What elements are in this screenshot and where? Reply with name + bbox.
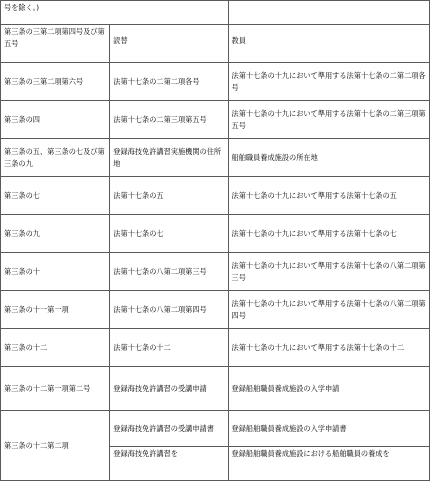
article-cell: 第三条の十一第一項 xyxy=(1,291,110,329)
article-cell: 第三条の十 xyxy=(1,253,110,291)
article-cell: 第三条の十二 xyxy=(1,329,110,367)
table-row xyxy=(1,1,430,25)
replacement-cell: 法第十七条の十九において準用する法第十七条の七 xyxy=(228,215,429,253)
replacement-cell: 法第十七条の十九において準用する法第十七条の八第二項第四号 xyxy=(228,291,429,329)
term-cell: 法第十七条の八第二項第四号 xyxy=(110,291,228,329)
term-cell: 法第十七条の二第三項第五号 xyxy=(110,101,228,139)
article-cell: 第三条の十二第二項 xyxy=(1,411,110,481)
table-row xyxy=(1,411,430,447)
replacement-cell: 教員 xyxy=(228,25,429,63)
term-cell: 法第十七条の五 xyxy=(110,177,228,215)
term-cell: 法第十七条の二第二項各号 xyxy=(110,63,228,101)
table-row xyxy=(1,329,430,367)
table-row xyxy=(1,63,430,101)
replacement-cell: 法第十七条の十九において準用する法第十七条の二第二項各号 xyxy=(228,63,429,101)
replacement-cell: 法第十七条の十九において準用する法第十七条の八第二項第三号 xyxy=(228,253,429,291)
table-row xyxy=(1,215,430,253)
article-cell: 第三条の九 xyxy=(1,215,110,253)
table-row xyxy=(1,101,430,139)
term-cell: 法第十七条の七 xyxy=(110,215,228,253)
replacement-cell: 登録船舶職員養成施設の入学申請書 xyxy=(228,411,429,447)
article-cell: 第三条の七 xyxy=(1,177,110,215)
replacement-cell: 法第十七条の十九において準用する法第十七条の十二 xyxy=(228,329,429,367)
table-row xyxy=(1,291,430,329)
term-cell: 読替 xyxy=(110,25,228,63)
article-cell: 第三条の十二第一項第二号 xyxy=(1,367,110,411)
article-cell: 第三条の四 xyxy=(1,101,110,139)
table-row xyxy=(1,139,430,177)
term-cell: 法第十七条の八第二項第三号 xyxy=(110,253,228,291)
term-cell: 登録海技免許講習の受講申請書 xyxy=(110,411,228,447)
replacement-cell: 法第十七条の十九において準用する法第十七条の五 xyxy=(228,177,429,215)
term-cell: 登録海技免許講習の受講申請 xyxy=(110,367,228,411)
term-cell: 法第十七条の十二 xyxy=(110,329,228,367)
term-cell: 登録海技免許講習を xyxy=(110,447,228,481)
article-cell: 第三条の五、第三条の七及び第三条の九 xyxy=(1,139,110,177)
empty-cell xyxy=(228,1,429,25)
replacement-cell: 登録船舶職員養成施設の入学申請 xyxy=(228,367,429,411)
table-row xyxy=(1,367,430,411)
table-row xyxy=(1,177,430,215)
replacement-cell: 法第十七条の十九において準用する法第十七条の二第三項第五号 xyxy=(228,101,429,139)
table-row xyxy=(1,253,430,291)
replacement-cell: 登録船舶職員養成施設における船舶職員の養成を xyxy=(228,447,429,481)
replacement-cell: 船舶職員養成施設の所在地 xyxy=(228,139,429,177)
article-cell: 第三条の三第二項第四号及び第五号 xyxy=(1,25,110,63)
table-row xyxy=(1,25,430,63)
term-cell: 登録海技免許講習実施機関の住所地 xyxy=(110,139,228,177)
lead-text: 号を除く。) xyxy=(1,1,229,25)
article-cell: 第三条の三第二項第六号 xyxy=(1,63,110,101)
